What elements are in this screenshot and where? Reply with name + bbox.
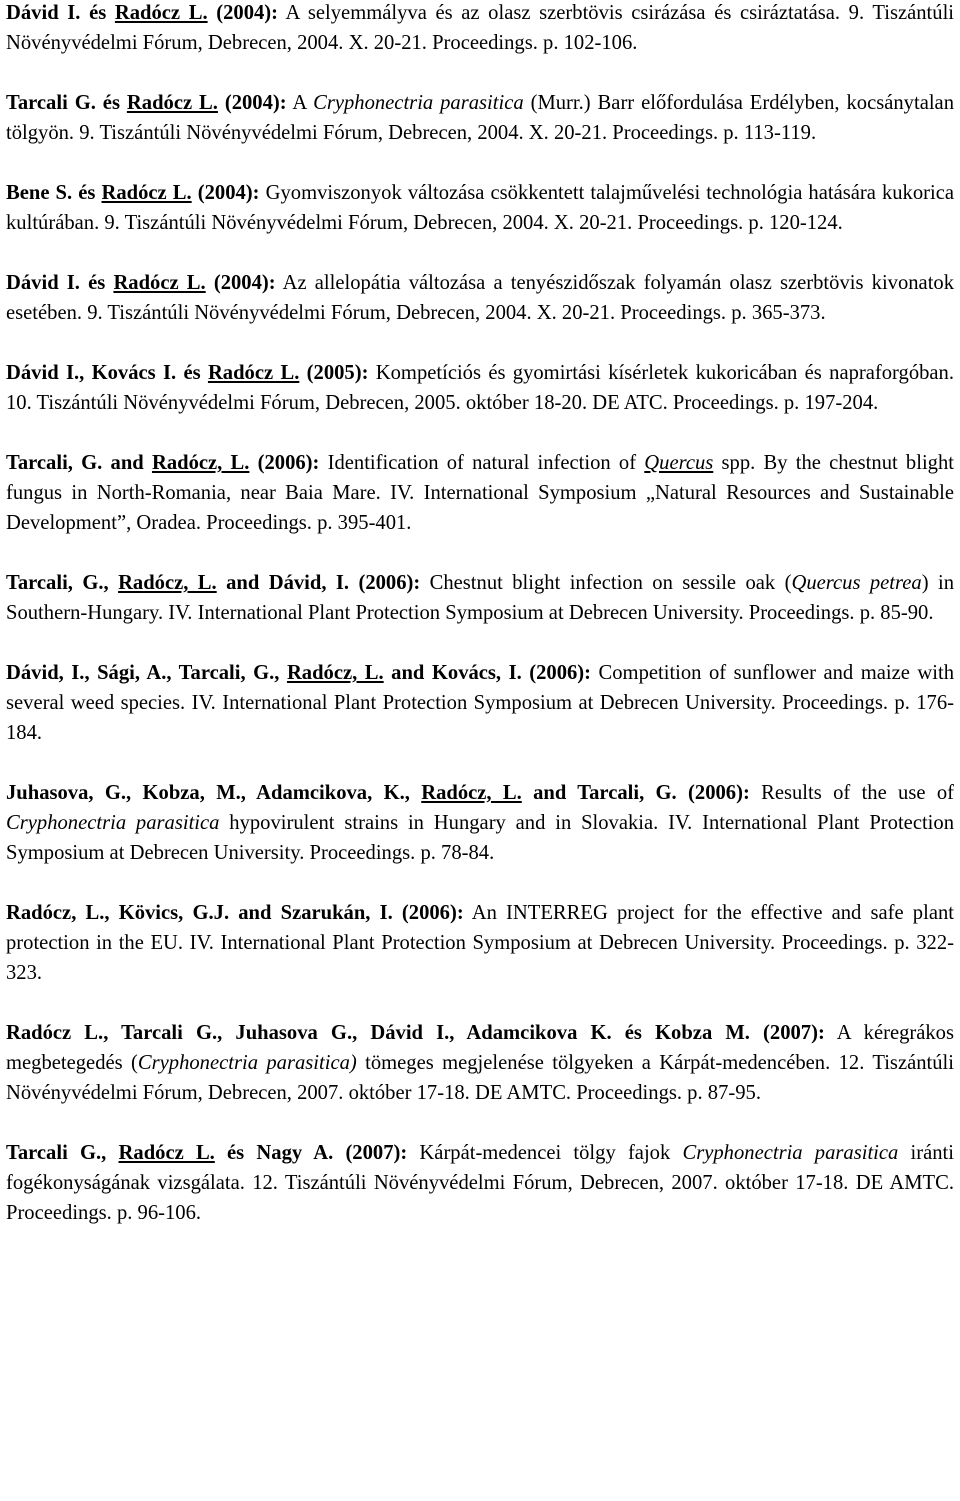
reference-entry <box>6 658 954 748</box>
reference-entry <box>6 778 954 868</box>
reference-authors: Radócz L. <box>114 2 208 24</box>
reference-authors: Radócz, L. <box>118 572 217 594</box>
reference-entry <box>6 178 954 238</box>
species-name: Cryphonectria parasitica <box>682 1142 899 1164</box>
reference-authors: Radócz L. <box>101 182 192 204</box>
species-name: Quercus <box>644 452 714 474</box>
reference-text: Identification of natural infection of <box>319 452 645 474</box>
reference-text: Competition of sunflower and maize with several weed species. IV. International Plant Protection Symposium at Debrecen University. Proceedings. p. 176-184. <box>6 662 954 744</box>
reference-authors: and Tarcali, G. (2006): <box>521 782 750 804</box>
reference-entry <box>6 358 954 418</box>
reference-authors: Radócz, L., Kövics, G.J. and Szarukán, I. (2006): <box>6 902 464 924</box>
species-name: Cryphonectria parasitica <box>6 812 220 834</box>
reference-authors: Radócz L. <box>126 92 218 114</box>
reference-entry <box>6 568 954 628</box>
reference-text: Chestnut blight infection on sessile oak ( <box>420 572 792 594</box>
reference-authors: Radócz L. <box>118 1142 215 1164</box>
reference-entry <box>6 448 954 538</box>
reference-authors: (2004): <box>191 182 260 204</box>
reference-text: A selyemmályva és az olasz szerbtövis csirázása és csiráztatása. 9. Tiszántúli Növényvédelmi Fórum, Debrecen, 2004. X. 20-21. Proceedings. p. 102-106. <box>6 2 955 54</box>
reference-authors: (2006): <box>249 452 320 474</box>
reference-text: Az allelopátia változása a tenyészidőszak folyamán olasz szerbtövis kivonatok esetében. 9. Tiszántúli Növényvédelmi Fórum, Debrecen, 2004. X. 20-21. Proceedings. p. 365-373. <box>6 272 955 324</box>
reference-authors: Dávid I., Kovács I. és <box>6 362 208 384</box>
reference-authors: Bene S. és <box>6 182 102 204</box>
reference-text: Kárpát-medencei tölgy fajok <box>407 1142 683 1164</box>
reference-text: ) in Southern-Hungary. IV. International Plant Protection Symposium at Debrecen University. Proceedings. p. 85-90. <box>6 572 954 624</box>
reference-text: Gyomviszonyok változása csökkentett talajművelési technológia hatására kukorica kultúrában. 9. Tiszántúli Növényvédelmi Fórum, Debrecen, 2004. X. 20-21. Proceedings. p. 120-124. <box>6 182 955 234</box>
reference-authors: Radócz L., Tarcali G., Juhasova G., Dávid I., Adamcikova K. és Kobza M. (2007): <box>6 1022 825 1044</box>
reference-entry <box>6 898 954 988</box>
reference-text: iránti fogékonyságának vizsgálata. 12. Tiszántúli Növényvédelmi Fórum, Debrecen, 2007. október 17-18. DE AMTC. Proceedings. p. 96-106. <box>6 1142 954 1224</box>
reference-authors: Radócz, L. <box>421 782 522 804</box>
reference-text: hypovirulent strains in Hungary and in Slovakia. IV. International Plant Protection Symposium at Debrecen University. Proceedings. p. 78-84. <box>6 812 954 864</box>
reference-authors: és Nagy A. (2007): <box>214 1142 408 1164</box>
reference-authors: and Dávid, I. (2006): <box>216 572 421 594</box>
reference-text: A <box>286 92 314 114</box>
reference-authors: Tarcali, G. and <box>6 452 152 474</box>
reference-entry <box>6 1018 954 1108</box>
species-name: Cryphonectria parasitica) <box>137 1052 357 1074</box>
reference-authors: Dávid I. és <box>6 272 114 294</box>
reference-authors: (2004): <box>205 272 276 294</box>
reference-text: A kéregrákos megbetegedés ( <box>6 1022 954 1074</box>
reference-authors: Radócz L. <box>207 362 300 384</box>
reference-authors: (2004): <box>217 92 287 114</box>
reference-authors: Radócz, L. <box>286 662 384 684</box>
reference-entry <box>6 268 954 328</box>
reference-entry <box>6 0 954 58</box>
reference-authors: Dávid, I., Sági, A., Tarcali, G., <box>6 662 287 684</box>
reference-authors: Juhasova, G., Kobza, M., Adamcikova, K., <box>6 782 422 804</box>
reference-authors: and Kovács, I. (2006): <box>383 662 592 684</box>
reference-authors: Radócz L. <box>113 272 206 294</box>
reference-text: tömeges megjelenése tölgyeken a Kárpát-medencében. 12. Tiszántúli Növényvédelmi Fórum, Debrecen, 2007. október 17-18. DE AMTC. Proceedings. p. 87-95. <box>6 1052 954 1104</box>
reference-authors: (2004): <box>207 2 279 24</box>
reference-entry <box>6 1138 954 1228</box>
reference-text: (Murr.) Barr előfordulása Erdélyben, kocsánytalan tölgyön. 9. Tiszántúli Növényvédelmi Fórum, Debrecen, 2004. X. 20-21. Proceedings. p. 113-119. <box>6 92 954 144</box>
reference-entry <box>6 88 954 148</box>
reference-authors: Radócz, L. <box>151 452 250 474</box>
species-name: Quercus petrea <box>791 572 922 594</box>
reference-text: An INTERREG project for the effective and safe plant protection in the EU. IV. International Plant Protection Symposium at Debrecen University. Proceedings. p. 322-323. <box>6 902 954 984</box>
species-name: Cryphonectria parasitica <box>313 92 524 114</box>
reference-text: Kompetíciós és gyomirtási kísérletek kukoricában és napraforgóban. 10. Tiszántúli Növényvédelmi Fórum, Debrecen, 2005. október 18-20. DE ATC. Proceedings. p. 197-204. <box>6 362 954 414</box>
reference-text: spp. By the chestnut blight fungus in North-Romania, near Baia Mare. IV. International Symposium „Natural Resources and Sustainable Development”, Oradea. Proceedings. p. 395-401. <box>6 452 954 534</box>
reference-authors: (2005): <box>299 362 369 384</box>
reference-authors: Dávid I. és <box>6 2 115 24</box>
reference-authors: Tarcali, G., <box>6 572 119 594</box>
reference-authors: Tarcali G., <box>6 1142 119 1164</box>
reference-authors: Tarcali G. és <box>6 92 127 114</box>
reference-text: Results of the use of <box>749 782 954 804</box>
